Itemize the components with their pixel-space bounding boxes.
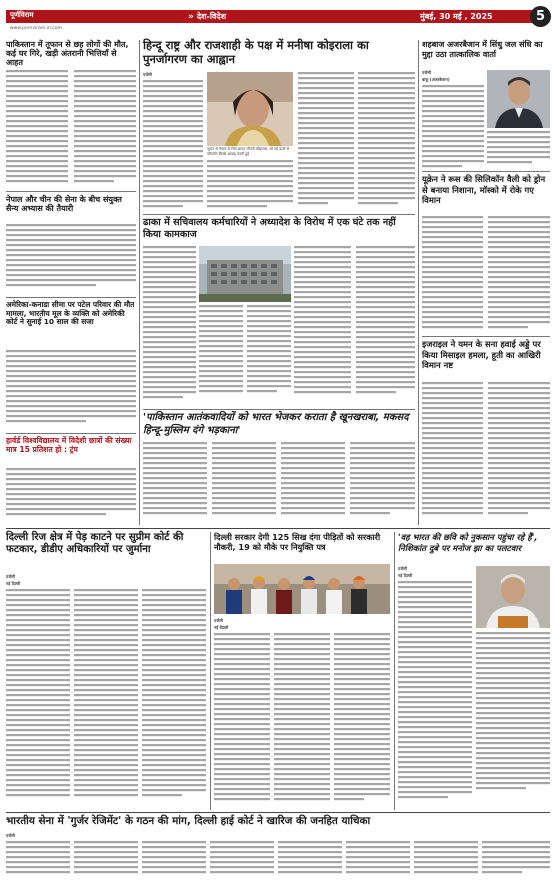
article-delhi-court <box>6 532 206 557</box>
article-sikh-jobs <box>214 532 390 553</box>
body-text-block <box>143 442 415 524</box>
text-lines <box>398 581 472 808</box>
article-azerbaijan <box>422 40 550 60</box>
body-text-block <box>6 833 550 879</box>
headline: हार्वर्ड विश्वविद्यालय में विदेशी छात्रों की संख्या मात्र 15 प्रतिशत हो : ट्रंप <box>6 436 132 454</box>
text-lines <box>143 80 203 212</box>
text-lines <box>6 350 136 432</box>
column-divider <box>210 532 211 810</box>
double-chevron-icon: » <box>188 11 194 22</box>
divider <box>6 191 136 192</box>
body-text-block <box>487 131 550 169</box>
text-lines <box>6 589 206 808</box>
section-label: देश-विदेश <box>196 12 227 21</box>
text-lines <box>358 72 415 212</box>
issue-date: मुंबई, 30 मई , 2025 <box>420 12 493 21</box>
article-pakistan-storm <box>6 40 136 68</box>
dateline: नई दिल्ली <box>6 581 21 586</box>
group-image <box>214 564 390 614</box>
text-lines <box>143 246 196 406</box>
divider <box>6 297 136 298</box>
body-text-block <box>422 382 550 524</box>
text-lines <box>422 382 550 524</box>
page-number-badge <box>530 6 551 27</box>
text-lines <box>6 468 136 524</box>
text-lines <box>6 224 136 294</box>
column-divider <box>394 532 395 810</box>
byline: एजेंसी <box>398 566 407 571</box>
headline: पाकिस्तान में तूफान से छह लोगों की मौत, कई घर गिरे, खड़ी अंतरानी भित्तियाँ से आहत <box>6 40 129 68</box>
lead-headline: हिन्दू राष्ट्र और राजशाही के पक्ष में मनीषा कोइराला का पुनर्जागरण का आह्वान <box>143 38 369 67</box>
article-nepal-china <box>6 195 136 213</box>
lead-body-col-1 <box>143 72 203 212</box>
byline: एजेंसी <box>214 618 223 623</box>
body-text-block <box>6 350 136 432</box>
body-text-block <box>294 246 415 406</box>
body-text-block <box>199 305 291 405</box>
section-title <box>188 11 226 22</box>
article-ukraine <box>422 174 550 206</box>
text-lines <box>207 160 293 212</box>
dateline: नई दिल्ली <box>214 625 229 630</box>
portrait-image <box>207 72 293 146</box>
portrait-image <box>487 70 550 128</box>
masthead <box>0 0 555 34</box>
headline: 'वह भारत की छवि को नुकसान पहुंचा रहे हैं', निशिकांत दुबे पर मनोज झा का पलटवार <box>398 532 538 553</box>
body-text-block <box>143 246 196 406</box>
body-text-block <box>6 70 136 188</box>
manoj-jha-photo <box>476 566 550 628</box>
byline: एजेंसी <box>6 833 15 838</box>
divider <box>143 409 415 410</box>
dhaka-secretariat-photo <box>199 246 291 302</box>
headline: दिल्ली रिज क्षेत्र में पेड़ काटने पर सुप्रीम कोर्ट की फटकार, डीडीए अधिकारियों पर जुर्माना <box>6 532 184 556</box>
column-divider <box>418 40 419 525</box>
lead-body-col-3 <box>298 72 354 212</box>
lead-body-col-2 <box>207 160 293 212</box>
dateline: नई दिल्ली <box>398 573 413 578</box>
portrait-image <box>476 566 550 628</box>
text-lines <box>487 131 550 169</box>
brand-name: पूर्णविराम <box>10 11 34 19</box>
lead-body-col-4 <box>358 72 415 212</box>
section-divider <box>6 528 550 529</box>
text-lines <box>298 72 354 212</box>
headline: नेपाल और चीन की सेना के बीच संयुक्त सैन्य अभ्यास की तैयारी <box>6 195 122 214</box>
body-text-block <box>476 632 550 808</box>
byline: एजेंसी <box>6 574 15 579</box>
shahbaz-photo <box>487 70 550 128</box>
page-number: 5 <box>535 9 546 24</box>
body-text-block <box>6 574 206 808</box>
text-lines <box>6 841 550 879</box>
body-text-block <box>398 566 472 808</box>
website-url: www.purnviram.in.com <box>10 26 62 31</box>
dateline: बाकू (अजरबैजान) <box>422 77 450 82</box>
text-lines <box>294 246 415 406</box>
column-divider <box>139 40 140 525</box>
headline: दिल्ली सरकार देगी 125 सिख दंगा पीड़ितों को सरकारी नौकरी, 19 को मौके पर नियुक्ति पत्र <box>214 532 381 553</box>
body-text-block <box>6 468 136 524</box>
building-image <box>199 246 291 302</box>
headline: भारतीय सेना में 'गुर्जर रेजिमेंट' के गठन की मांग, दिल्ली हाई कोर्ट ने खारिज की जनहित याचिका <box>6 815 371 827</box>
photo-caption: भूटान से नेपाल के लिए ज्ञापन सौंपती कोइराला, जो नई ऊर्जा से परिवर्तन किस्से आवाह करती हुई <box>207 147 289 156</box>
divider <box>422 171 550 172</box>
body-text-block <box>214 618 390 808</box>
manisha-photo <box>207 72 293 146</box>
text-lines <box>422 85 484 168</box>
divider <box>422 336 550 337</box>
article-us-canada <box>6 301 136 327</box>
byline: एजेंसी <box>422 70 431 75</box>
article-gujar-regiment <box>6 815 550 827</box>
article-harvard-visa <box>6 437 136 454</box>
byline: एजेंसी <box>143 72 152 77</box>
article-manisha <box>143 38 415 67</box>
article-dhaka <box>143 217 415 241</box>
article-israel-yemen <box>422 339 550 371</box>
body-text-block <box>6 224 136 294</box>
headline: अमेरिका-कनाडा सीमा पर पटेल परिवार की मौत मामला, भारतीय मूल के व्यक्ति को अमेरिकी कोर्ट ने सुनाई 10 साल की सजा <box>6 300 135 327</box>
headline: इजराइल ने यमन के सना हवाई अड्डे पर किया मिसाइल हमला, हूती का आखिरी विमान नष्ट <box>422 339 541 370</box>
section-divider <box>6 812 550 813</box>
divider <box>6 433 136 434</box>
text-lines <box>476 632 550 808</box>
article-pak-terror <box>143 412 415 437</box>
article-nishikant <box>398 532 550 553</box>
headline: यूक्रेन ने रूस की सिलिकॉन वैली को ड्रोन से बनाया निशाना, मॉस्को में रोके गए विमान <box>422 174 546 205</box>
sikh-jobs-photo <box>214 564 390 614</box>
body-text-block <box>422 70 484 168</box>
text-lines <box>199 305 291 405</box>
text-lines <box>143 442 415 524</box>
headline: 'पाकिस्तान आतंकवादियों को भारत भेजकर कराता है खूनखराबा, मकसद हिन्दू-मुस्लिम दंगे भड़काना' <box>143 412 409 436</box>
text-lines <box>214 633 390 808</box>
body-text-block <box>422 216 550 334</box>
text-lines <box>6 70 136 188</box>
text-lines <box>422 216 550 334</box>
headline: शहबाज अजरबैजान में सिंधु जल संधि का मुद्दा उठा तात्कालिक वार्ता <box>422 40 543 59</box>
divider <box>143 214 415 215</box>
headline: ढाका में सचिवालय कर्मचारियों ने अध्यादेश के विरोध में एक घंटे तक नहीं किया कामकाज <box>143 217 396 240</box>
